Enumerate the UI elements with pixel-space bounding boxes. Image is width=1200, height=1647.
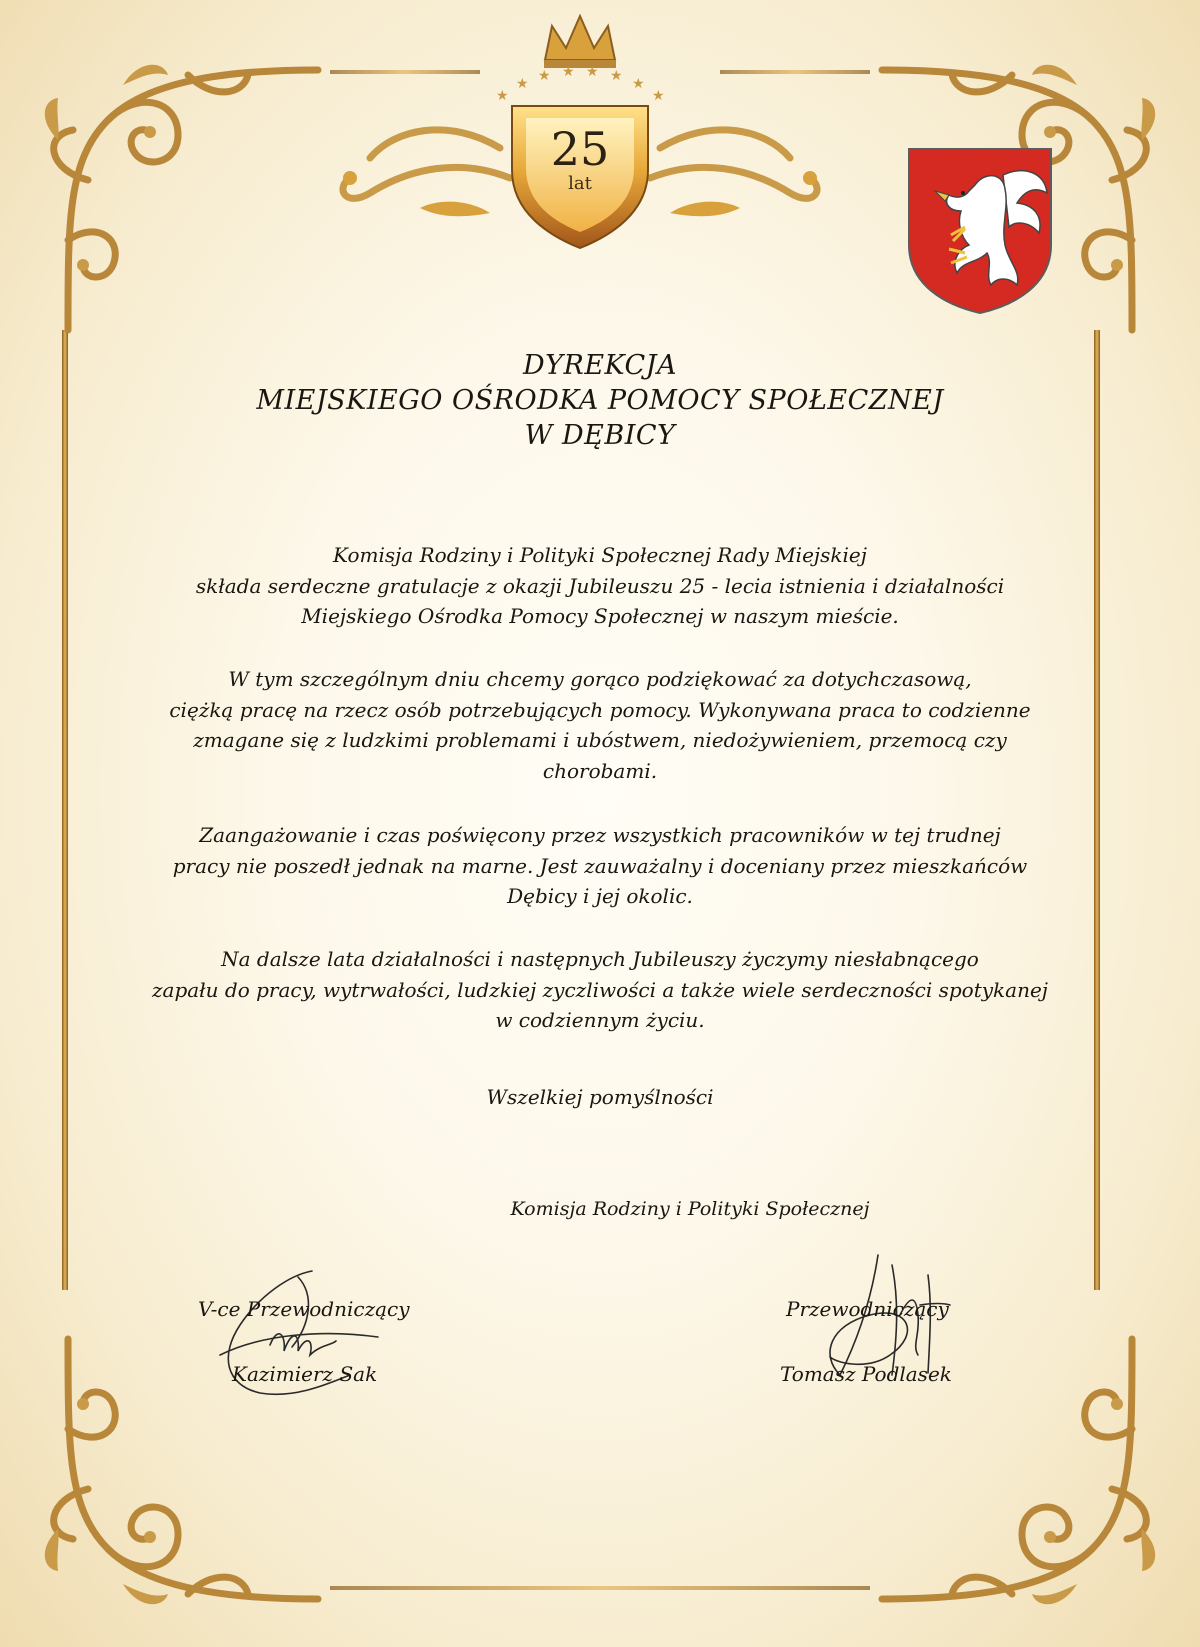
text-line: Na dalsze lata działalności i następnych Jubileuszy życzymy niesłabnącego [221,947,979,971]
right-signatory-name: Tomasz Podlasek [780,1362,952,1386]
text-line: składa serdeczne gratulacje z okazji Jubileuszu 25 - lecia istnienia i działalności [195,573,1005,598]
text-line: Zaangażowanie i czas poświęcony przez wszystkich pracowników w tej trudnej [199,823,1001,847]
paragraph-congratulations [120,540,1080,632]
paragraph-appreciation [120,820,1080,912]
svg-text:★: ★ [632,76,645,92]
text-line: chorobami. [542,758,658,783]
heading-line-2: MIEJSKIEGO OŚRODKA POMOCY SPOŁECZNEJ [256,385,944,416]
heading-line-3: W DĘBICY [524,420,676,451]
anniversary-unit: lat [568,173,592,194]
svg-text:★: ★ [496,88,509,104]
document-heading [180,348,1020,453]
text-line: zmagane się z ludzkimi problemami i ubóstwem, niedożywieniem, przemocą czy [193,728,1007,752]
griffin-coat-of-arms-icon [905,145,1055,315]
paragraph-wishes [120,944,1080,1036]
text-line: zapału do pracy, wytrwałości, ludzkiej zyczliwości a także wiele serdeczności spotykanej [151,977,1048,1002]
anniversary-emblem [300,8,860,258]
heading-line-1: DYREKCJA [523,350,677,381]
svg-text:★: ★ [538,68,551,84]
corner-ornament-top-left [28,40,328,340]
committee-name: Komisja Rodziny i Polityki Społecznej [510,1198,870,1220]
crown-icon [544,16,616,68]
svg-text:★: ★ [586,64,599,80]
text-line: W tym szczególnym dniu chcemy gorąco podziękować za dotychczasową, [228,667,972,691]
text-line: Miejskiego Ośrodka Pomocy Społecznej w naszym mieście. [301,604,899,628]
text-line: w codziennym życiu. [495,1008,705,1032]
closing-line: Wszelkiej pomyślności [486,1085,714,1109]
text-line: ciężką pracę na rzecz osób potrzebujących pomocy. Wykonywana praca to codzienne [169,697,1031,722]
svg-text:★: ★ [516,76,529,92]
text-line: Komisja Rodziny i Polityki Społecznej Rady Miejskiej [333,543,867,567]
svg-text:★: ★ [652,88,665,104]
left-signatory-role: V-ce Przewodniczący [198,1297,410,1321]
svg-text:★: ★ [610,68,623,84]
svg-text:★: ★ [562,64,575,80]
right-signatory-role: Przewodniczący [786,1297,949,1321]
anniversary-number: 25 [550,122,610,176]
stars-icon [496,64,665,104]
text-line: Dębicy i jej okolic. [507,884,693,908]
left-signatory-name: Kazimierz Sak [232,1362,378,1386]
text-line: pracy nie poszedł jednak na marne. Jest zauważalny i doceniany przez mieszkańców [172,853,1028,878]
paragraph-thanks [120,664,1080,786]
